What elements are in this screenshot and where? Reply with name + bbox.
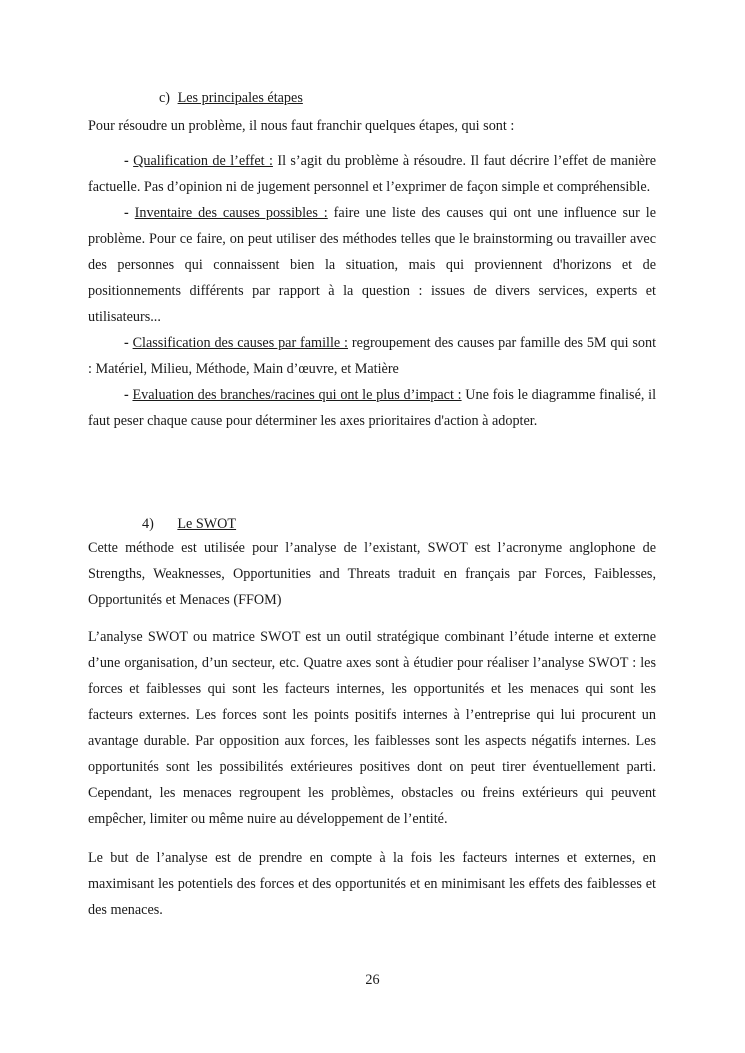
section-c-label: c) [159, 90, 171, 106]
step-dash: - [124, 205, 129, 221]
swot-paragraph-2: L’analyse SWOT ou matrice SWOT est un outil stratégique combinant l’étude interne et externe d’une organisation, d’un secteur, etc. Quatre axes sont à étudier pour réaliser l’analyse SWOT : les forces et faiblesses qui sont les facteurs internes, les opportunités et les menaces qui sont les facteurs externes. Les forces sont les points positifs internes à l’entreprise qui lui procurent un avantage durable. Par opposition aux forces, les faiblesses sont les aspects négatifs internes. Les opportunités sont les possibilités extérieures positives dont on peut tirer éventuellement parti. Cependant, les menaces regroupent les problèmes, obstacles ou freins extérieurs qui peuvent empêcher, limiter ou même nuire au développement de l’entité. [88, 629, 656, 827]
step-evaluation [88, 382, 656, 434]
section-c-title: Les principales étapes [177, 90, 303, 106]
steps-list [88, 148, 656, 434]
section-c-intro: Pour résoudre un problème, il nous faut franchir quelques étapes, qui sont : [88, 118, 515, 134]
step-dash: - [124, 153, 129, 169]
step-title: Qualification de l’effet : [133, 153, 273, 169]
swot-paragraph-1: Cette méthode est utilisée pour l’analyse de l’existant, SWOT est l’acronyme anglophone de Strengths, Weaknesses, Opportunities and Threats traduit en français par Forces, Faiblesses, Opportunités et Menaces (FFOM) [88, 540, 656, 608]
step-title: Evaluation des branches/racines qui ont le plus d’impact : [132, 387, 462, 403]
step-dash: - [124, 335, 129, 351]
page-number: 26 [365, 972, 380, 988]
step-dash: - [124, 387, 129, 403]
section-c-heading [159, 88, 303, 108]
step-text: faire une liste des causes qui ont une influence sur le problème. Pour ce faire, on peut utiliser des méthodes telles que le brainstorming ou travailler avec des personnes qui connaissent bien la situation, mais qui proviennent d'horizons et de positionnements différents par rapport à la question : issues de divers services, experts et utilisateurs... [88, 205, 657, 325]
step-text: Une fois le diagramme finalisé, il faut peser chaque cause pour déterminer les axes prioritaires d'action à adopter. [88, 387, 657, 429]
step-qualification [88, 148, 656, 200]
step-text: Il s’agit du problème à résoudre. Il faut décrire l’effet de manière factuelle. Pas d’opinion ni de jugement personnel et l’exprimer de façon simple et compréhensible. [88, 153, 656, 195]
section-4-title: Le SWOT [177, 516, 237, 532]
step-title: Classification des causes par famille : [132, 335, 348, 351]
step-classification [88, 330, 656, 382]
section-4-heading [142, 514, 236, 534]
step-inventaire [88, 200, 656, 330]
step-title: Inventaire des causes possibles : [134, 205, 328, 221]
section-4-label: 4) [142, 516, 154, 532]
step-text: regroupement des causes par famille des 5M qui sont : Matériel, Milieu, Méthode, Main d’œuvre, et Matière [88, 335, 657, 377]
swot-paragraph-3: Le but de l’analyse est de prendre en compte à la fois les facteurs internes et externes, en maximisant les potentiels des forces et des opportunités et en minimisant les effets des faiblesses et des menaces. [88, 850, 656, 918]
